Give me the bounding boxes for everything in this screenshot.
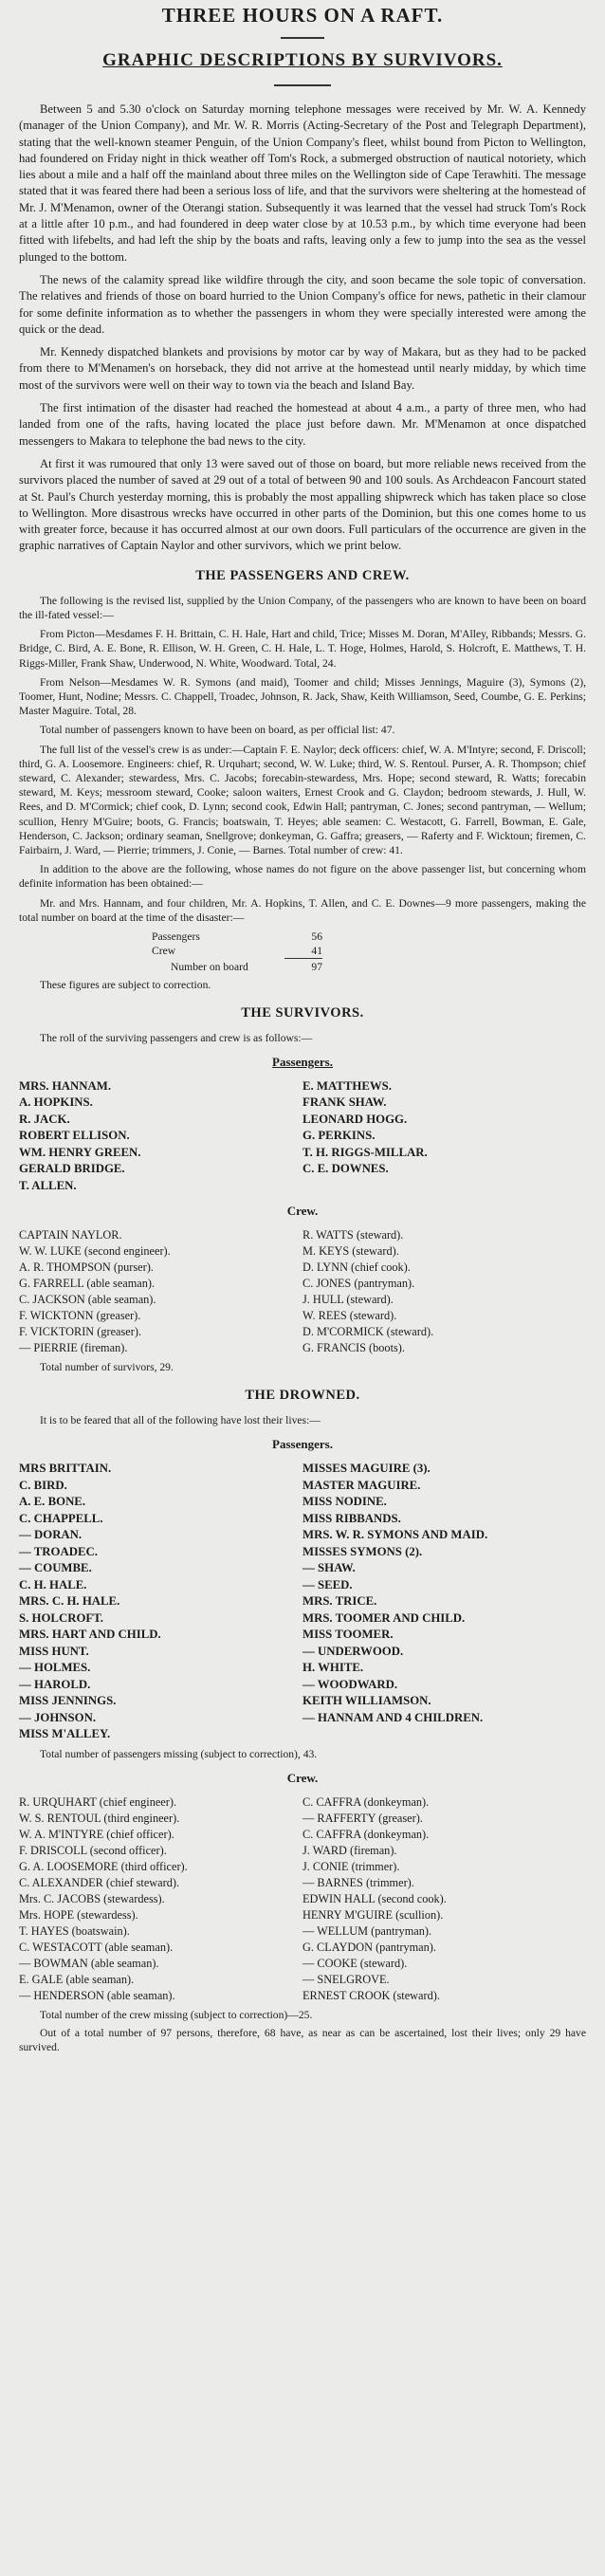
divider	[274, 84, 331, 86]
name-column	[19, 1227, 302, 1356]
name-entry: WM. HENRY GREEN.	[19, 1145, 141, 1159]
subheadline: GRAPHIC DESCRIPTIONS BY SURVIVORS.	[102, 50, 503, 70]
name-entry: R. JACK.	[19, 1112, 70, 1126]
name-entry: D. M'CORMICK (steward).	[302, 1325, 434, 1339]
paragraph: Total number of passengers known to have been on board, as per official list: 47.	[40, 724, 395, 737]
name-entry: FRANK SHAW.	[302, 1095, 387, 1110]
name-entry: T. H. RIGGS-MILLAR.	[302, 1145, 428, 1159]
name-entry: G. FRANCIS (boots).	[302, 1341, 405, 1355]
sub-heading: Passengers.	[272, 1054, 333, 1069]
passengers-crew-section	[19, 568, 586, 992]
name-entry: MISSES MAGUIRE (3).	[302, 1462, 431, 1476]
name-entry: MRS. HANNAM.	[19, 1078, 112, 1093]
name-entry: MISS NODINE.	[302, 1495, 387, 1509]
name-entry: — DORAN.	[19, 1528, 82, 1542]
name-entry: CAPTAIN NAYLOR.	[19, 1228, 122, 1242]
name-entry: MRS. TOOMER AND CHILD.	[302, 1610, 466, 1625]
name-entry: C. H. HALE.	[19, 1577, 87, 1592]
name-entry: MISSES SYMONS (2).	[302, 1544, 423, 1558]
name-entry: MISS JENNINGS.	[19, 1694, 117, 1708]
totals-row	[76, 944, 322, 958]
name-entry: — SEED.	[302, 1577, 353, 1592]
name-entry: — UNDERWOOD.	[302, 1644, 404, 1658]
sub-heading: Passengers.	[272, 1437, 333, 1452]
name-columns	[19, 1078, 586, 1195]
name-entry: E. MATTHEWS.	[302, 1078, 392, 1093]
name-entry: T. ALLEN.	[19, 1178, 77, 1192]
name-entry: MRS. C. H. HALE.	[19, 1594, 120, 1609]
name-entry: — PIERRIE (fireman).	[19, 1341, 128, 1355]
name-entry: C. WESTACOTT (able seaman).	[19, 1940, 174, 1954]
name-entry: J. HULL (steward).	[302, 1293, 394, 1307]
totals-value: 56	[311, 929, 322, 943]
survivors-section	[19, 1005, 586, 1375]
totals-table	[76, 929, 322, 974]
paragraph: The following is the revised list, supplied by the Union Company, of the passengers who are known to have been on board the ill-fated vessel:—	[19, 594, 586, 621]
name-entry: — COOKE (steward).	[302, 1956, 408, 1970]
name-entry: S. HOLCROFT.	[19, 1610, 103, 1625]
name-entry: Mrs. C. JACOBS (stewardess).	[19, 1891, 165, 1905]
name-entry: C. E. DOWNES.	[302, 1162, 389, 1176]
name-entry: M. KEYS (steward).	[302, 1244, 399, 1259]
sub-heading: Crew.	[286, 1204, 319, 1219]
name-column	[19, 1794, 302, 2004]
section-intro: The roll of the surviving passengers and crew is as follows:—	[40, 1031, 313, 1044]
paragraph: At first it was rumoured that only 13 were saved out of those on board, but more reliable news received from the survivors placed the number of saved at 29 out of a total of between 90 and 100 souls. As Archdeacon Fancourt stated at St. Paul's Church yesterday morning, this is probably the most appalling shipwreck which has taken place so close to Wellington. More disastrous wrecks have occurred in other parts of the Dominion, but this one comes home to us with greater force, because it has occurred almost at our own doors. Full particulars of the occurrence are given in the graphic narratives of Captain Naylor and other survivors, which we print below.	[19, 456, 586, 553]
name-entry: MISS TOOMER.	[302, 1628, 394, 1642]
name-entry: A. E. BONE.	[19, 1495, 86, 1509]
name-entry: F. WICKTONN (greaser).	[19, 1309, 141, 1323]
name-entry: — BOWMAN (able seaman).	[19, 1956, 159, 1970]
name-column	[302, 1461, 586, 1743]
name-entry: C. BIRD.	[19, 1478, 67, 1492]
name-columns	[19, 1461, 586, 1743]
name-entry: C. CHAPPELL.	[19, 1511, 103, 1525]
name-column	[302, 1794, 586, 2004]
name-entry: C. JACKSON (able seaman).	[19, 1293, 156, 1307]
name-entry: — HENDERSON (able seaman).	[19, 1988, 175, 2002]
name-entry: MISS RIBBANDS.	[302, 1511, 401, 1525]
name-columns	[19, 1227, 586, 1356]
name-entry: — SHAW.	[302, 1561, 356, 1575]
paragraph: The full list of the vessel's crew is as under:—Captain F. E. Naylor; deck officers: chief, W. A. M'Intyre; second, F. Driscoll; third, G. A. Loosemore. Engineers: chief, R. Urquhart; second, W. W. Luke; third, W. S. Rentoul. Purser, A. R. Thompson; chief steward, C. Alexander; stewardess, Mrs. C. Jacobs; forecabin-stewardess, Mrs. Hope; second steward, R. Watts; forecabin steward, M. Keys; messroom steward, Cooke; saloon waiters, Ernest Crook and G. Claydon; bedroom stewards, J. Hull, W. Rees, and D. M'Cormick; chief cook, D. Lynn; second cook, Edwin Hall; pantryman, C. Jones; second pantryman, — Wellum; scullion, Henry M'Guire; boots, G. Francis; boatswain, T. Heyes; able seamen: C. Westacott, G. Farrell, Bowman, E. Gale, Henderson, C. Jackson; ordinary seaman, Snellgrove; donkeyman, G. Gaffra; greasers, — Raferty and F. Wicktoun; firemen, C. Fairbairn, J. Ward, — Pierrie; trimmers, J. Conie, — Barnes. Total number of crew: 41.	[19, 743, 586, 856]
name-entry: D. LYNN (chief cook).	[302, 1260, 411, 1275]
name-entry: MRS. W. R. SYMONS AND MAID.	[302, 1528, 488, 1542]
closing-paragraph: Out of a total number of 97 persons, therefore, 68 have, as near as can be ascertained, lost their lives; only 29 have survived.	[19, 2026, 586, 2054]
paragraph: The first intimation of the disaster had reached the homestead at about 4 a.m., a party of three men, who had landed from one of the rafts, having located the place just before dawn. Mr. M'Menamon at once dispatched messengers to Makara to telephone the bad news to the city.	[19, 401, 586, 448]
name-entry: — HOLMES.	[19, 1661, 91, 1675]
name-entry: KEITH WILLIAMSON.	[302, 1694, 431, 1708]
name-entry: MASTER MAGUIRE.	[302, 1478, 421, 1492]
name-column	[19, 1461, 302, 1743]
drowned-section	[19, 1388, 586, 2054]
name-entry: ROBERT ELLISON.	[19, 1129, 130, 1143]
name-entry: W. W. LUKE (second engineer).	[19, 1244, 171, 1259]
name-entry: C. CAFFRA (donkeyman).	[302, 1827, 430, 1841]
total-line: Total number of the crew missing (subject to correction)—25.	[40, 2008, 313, 2021]
name-entry: — WOODWARD.	[302, 1677, 398, 1691]
name-entry: A. R. THOMPSON (purser).	[19, 1260, 154, 1275]
totals-label: Crew	[152, 944, 176, 957]
name-entry: Mrs. HOPE (stewardess).	[19, 1907, 138, 1922]
name-entry: R. WATTS (steward).	[302, 1228, 404, 1242]
name-entry: C. CAFFRA (donkeyman).	[302, 1794, 430, 1809]
name-entry: MRS. TRICE.	[302, 1594, 377, 1609]
name-entry: W. S. RENTOUL (third engineer).	[19, 1811, 180, 1825]
totals-label: Passengers	[152, 929, 200, 943]
name-entry: — JOHNSON.	[19, 1710, 97, 1724]
name-entry: G. FARRELL (able seaman).	[19, 1277, 156, 1291]
paragraph: From Picton—Mesdames F. H. Brittain, C. H. Hale, Hart and child, Trice; Misses M. Doran, M'Alley, Ribbands; Messrs. G. Bridge, C. Bird, A. E. Bone, R. Ellison, W. H. Green, C. H. Hale, L. T. Hoge, Holmes, Harold, S. Holcroft, E. Matthews, T. H. Riggs-Miller, Frank Shaw, Underwood, N. White, Woodward. Total, 24.	[19, 628, 586, 670]
name-column	[302, 1227, 586, 1356]
name-entry: MRS. HART AND CHILD.	[19, 1628, 161, 1642]
paragraph: The news of the calamity spread like wildfire through the city, and soon became the sole topic of conversation. The relatives and friends of those on board hurried to the Union Company's office for news, pathetic in their clamour for some definite information as to whether the passengers in whom they were specially interested were among the quick or the dead.	[19, 272, 586, 336]
name-entry: G. PERKINS.	[302, 1129, 376, 1143]
name-entry: H. WHITE.	[302, 1661, 364, 1675]
name-entry: F. VICKTORIN (greaser).	[19, 1325, 142, 1339]
name-entry: MISS M'ALLEY.	[19, 1727, 111, 1741]
note: These figures are subject to correction.	[40, 978, 211, 991]
name-entry: MRS BRITTAIN.	[19, 1462, 112, 1476]
section-heading: THE PASSENGERS AND CREW.	[195, 567, 410, 583]
name-entry: LEONARD HOGG.	[302, 1112, 408, 1126]
intro-section	[19, 101, 586, 555]
name-entry: C. JONES (pantryman).	[302, 1277, 415, 1291]
name-entry: J. WARD (fireman).	[302, 1843, 397, 1857]
name-column	[302, 1078, 586, 1195]
totals-row	[76, 960, 322, 974]
name-entry: — HANNAM AND 4 CHILDREN.	[302, 1710, 484, 1724]
name-entry: — WELLUM (pantryman).	[302, 1923, 432, 1938]
paragraph: From Nelson—Mesdames W. R. Symons (and maid), Toomer and child; Misses Jennings, Maguire (3), Symons (2), Toomer, Hunt, Nodine; Messrs. C. Chappell, Troadec, Johnson, R. Jack, Shaw, Keith Williamson, Seed, Coumbe, G. E. Perkins; Master Maguire. Total, 28.	[19, 675, 586, 718]
name-entry: HENRY M'GUIRE (scullion).	[302, 1907, 444, 1922]
name-entry: C. ALEXANDER (chief steward).	[19, 1875, 180, 1889]
paragraph: Mr. Kennedy dispatched blankets and provisions by motor car by way of Makara, but as they had to be packed from there to M'Menamen's on horseback, they did not arrive at the homestead until nearly midday, by which time most of the survivors were well on their way to town via the beach and Island Bay.	[19, 345, 586, 392]
name-entry: G. CLAYDON (pantryman).	[302, 1940, 436, 1954]
total-line: Total number of survivors, 29.	[40, 1361, 174, 1374]
totals-value: 97	[311, 960, 322, 973]
totals-value: 41	[311, 944, 322, 957]
name-entry: MISS HUNT.	[19, 1644, 89, 1658]
name-entry: ERNEST CROOK (steward).	[302, 1988, 440, 2002]
section-heading: THE SURVIVORS.	[241, 1004, 364, 1021]
paragraph: Between 5 and 5.30 o'clock on Saturday morning telephone messages were received by Mr. W. A. Kennedy (manager of the Union Company), and Mr. W. R. Morris (Acting-Secretary of the Post and Telegraph Department), stating that the well-known steamer Penguin, of the Union Company's fleet, whilst bound from Picton to Wellington, had foundered on Friday night in thick weather off Tom's Rock, a submerged obstruction of nautical notoriety, which lies about a mile and a half off the mainland about three miles on the Wellington side of Cape Terawhiti. The message stated that it was feared there had been a serious loss of life, and that the survivors were sheltering at the homestead of Mr. J. M'Menamon, owner of the Oterangi station. Subsequently it was learned that the vessel had struck Tom's Rock at a little after 10 p.m., and had foundered in deep water close by at 10.53 p.m., by which time everyone had been fitted with lifebelts, and had left the ship by the boats and rafts, leaving only a few to jump into the sea as the vessel plunged to the bottom.	[19, 102, 586, 264]
totals-row	[76, 929, 322, 944]
section-heading: THE DROWNED.	[245, 1388, 360, 1404]
name-entry: — COUMBE.	[19, 1561, 92, 1575]
section-intro: It is to be feared that all of the following have lost their lives:—	[40, 1414, 321, 1427]
name-entry: — RAFFERTY (greaser).	[302, 1811, 423, 1825]
name-entry: — SNELGROVE.	[302, 1972, 390, 1986]
name-entry: — HAROLD.	[19, 1677, 91, 1691]
divider	[281, 37, 324, 39]
name-entry: — BARNES (trimmer).	[302, 1875, 414, 1889]
name-entry: EDWIN HALL (second cook).	[302, 1891, 447, 1905]
total-line: Total number of passengers missing (subject to correction), 43.	[40, 1747, 318, 1760]
totals-label: Number on board	[171, 960, 248, 973]
name-entry: GERALD BRIDGE.	[19, 1162, 125, 1176]
name-entry: G. A. LOOSEMORE (third officer).	[19, 1859, 188, 1873]
name-entry: R. URQUHART (chief engineer).	[19, 1794, 177, 1809]
name-entry: T. HAYES (boatswain).	[19, 1923, 130, 1938]
name-entry: E. GALE (able seaman).	[19, 1972, 135, 1986]
name-column	[19, 1078, 302, 1195]
name-entry: F. DRISCOLL (second officer).	[19, 1843, 167, 1857]
name-entry: — TROADEC.	[19, 1544, 98, 1558]
headline: THREE HOURS ON A RAFT.	[161, 4, 444, 27]
sub-heading: Crew.	[286, 1770, 319, 1785]
name-entry: J. CONIE (trimmer).	[302, 1859, 400, 1873]
name-entry: W. A. M'INTYRE (chief officer).	[19, 1827, 174, 1841]
name-entry: A. HOPKINS.	[19, 1095, 93, 1110]
paragraph: Mr. and Mrs. Hannam, and four children, Mr. A. Hopkins, T. Allen, and C. E. Downes—9 more passengers, making the total number on board at the time of the disaster:—	[19, 896, 586, 924]
name-entry: W. REES (steward).	[302, 1309, 397, 1323]
paragraph: In addition to the above are the following, whose names do not figure on the above passenger list, but concerning whom definite information has been obtained:—	[19, 863, 586, 891]
name-columns	[19, 1794, 586, 2004]
